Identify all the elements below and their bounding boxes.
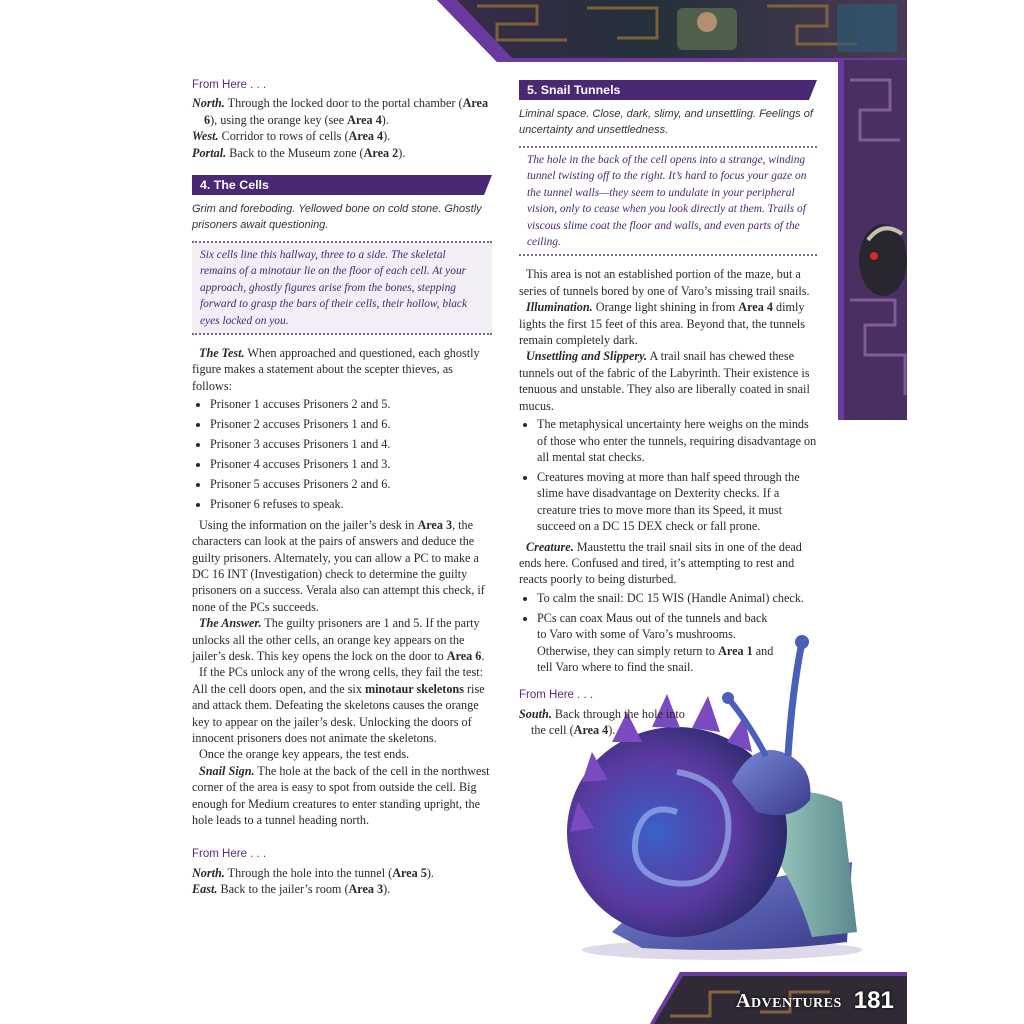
unsettling-paragraph: Unsettling and Slippery. A trail snail has chewed these tunnels out of the fabric of the Labyrinth. Their existence is tenuous and unstable. They also are liberally coated in snail mucus. (519, 349, 810, 413)
direction-north: North. Through the hole into the tunnel (Area 5). (192, 865, 434, 880)
area-5-mood: Liminal space. Close, dark, slimy, and unsettling. Feelings of uncertainty and unsettledness. (519, 108, 813, 136)
direction-south: South. Back through the hole into the cell (Area 4). (519, 706, 685, 738)
area-5-read-aloud: The hole in the back of the cell opens into a strange, winding tunnel twisting off to the right. It’s hard to focus your gaze on the tunnel walls—they seem to undulate in your peripheral vision, only to cease when you look directly at them. Trails of viscous slime coat the floor and walls, and even parts of the ceiling. (519, 146, 817, 256)
area-4-read-aloud: Six cells line this hallway, three to a side. The skeletal remains of a minotaur lie on the floor of each cell. At your approach, ghostly figures arise from the bones, stepping forward to grasp the bars of their cells, their hollow, black eyes locked on you. (192, 241, 492, 335)
direction-north: North. Through the locked door to the portal chamber (Area 6), using the orange key (see Area 4). (192, 96, 489, 127)
the-answer-paragraph: The Answer. The guilty prisoners are 1 and 5. If the party unlocks all the other cells, an orange key appears on the jailer’s desk. This key opens the lock on the door to Area 6. (192, 616, 485, 663)
wrong-cells-paragraph: If the PCs unlock any of the wrong cells, they fail the test: All the cell doors open, and the six minotaur skeletons rise and attack them. Defeating the skeletons causes the orange key to appear on the jailer’s desk. Unlocking the doors of innocent prisoners does not animate the skeletons. (192, 665, 485, 745)
page-footer (736, 984, 894, 1018)
snail-options-list (519, 590, 817, 676)
prisoner-list (192, 396, 492, 512)
hazard-list (519, 416, 817, 534)
from-here-heading: From Here . . . (192, 79, 267, 91)
left-column (192, 77, 492, 898)
list-item: • Creatures moving at more than half speed through the slime have disadvantage on Dexterity checks. If a creature tries to move more than its Speed, it must succeed on a DC 15 DEX check or fall prone. (537, 469, 817, 535)
right-column (519, 80, 817, 739)
list-item: • Prisoner 2 accuses Prisoners 1 and 6. (210, 416, 492, 432)
list-item: • Prisoner 4 accuses Prisoners 1 and 3. (210, 456, 492, 472)
area-5-heading: 5. Snail Tunnels (519, 80, 809, 100)
test-ends-paragraph: Once the orange key appears, the test ends. (199, 747, 410, 762)
list-item: • Prisoner 3 accuses Prisoners 1 and 4. (210, 436, 492, 452)
list-item: • Prisoner 6 refuses to speak. (210, 496, 492, 512)
intro-paragraph: This area is not an established portion of the maze, but a series of tunnels bored by one of Varo’s missing trail snails. (519, 267, 810, 298)
creature-paragraph: Creature. Maustettu the trail snail sits in one of the dead ends here. Confused and tired, it’s attempting to rest and reacts poorly to being disturbed. (519, 539, 802, 587)
the-test-paragraph: The Test. When approached and questioned, each ghostly figure makes a statement about the scepter thieves, as follows: (192, 346, 480, 393)
list-item: • PCs can coax Maus out of the tunnels and back to Varo with some of Varo’s mushrooms. Otherwise, they can simply return to Area 1 and tell Varo where to find the snail. (537, 610, 779, 676)
direction-portal: Portal. Back to the Museum zone (Area 2). (192, 145, 406, 160)
area-4-heading: 4. The Cells (192, 175, 484, 195)
page-margin (907, 0, 1024, 1024)
illumination-paragraph: Illumination. Orange light shining in from Area 4 dimly lights the first 15 feet of this area. Beyond that, the tunnels remain completely dark. (519, 300, 806, 348)
creature-illustration-right (838, 60, 907, 420)
section-name: Adventures (736, 989, 842, 1012)
list-item: • Prisoner 5 accuses Prisoners 2 and 6. (210, 476, 492, 492)
list-item: • To calm the snail: DC 15 WIS (Handle Animal) check. (537, 590, 817, 606)
from-here-heading: From Here . . . (192, 848, 267, 861)
info-paragraph: Using the information on the jailer’s desk in Area 3, the characters can look at the pairs of answers and deduce the guilty prisoners. Alternately, you can allow a PC to make a DC 16 INT (Investigation) check to determine the guilty prisoners on a success. Verala also can attempt this check, if none of the PCs succeeds. (192, 517, 485, 614)
area-4-mood: Grim and foreboding. Yellowed bone on cold stone. Ghostly prisoners await questioning. (192, 203, 482, 232)
from-here-heading: From Here . . . (519, 689, 594, 702)
page-number: 181 (853, 987, 894, 1014)
maze-illustration-top (437, 0, 907, 62)
list-item: • Prisoner 1 accuses Prisoners 2 and 5. (210, 396, 492, 412)
list-item: • The metaphysical uncertainty here weighs on the minds of those who enter the tunnels, requiring disadvantage on all mental stat checks. (537, 416, 817, 465)
snail-sign-paragraph: Snail Sign. The hole at the back of the cell in the northwest corner of the area is easy to spot from outside the cell. Big enough for Medium creatures to enter standing upright, the hole leads to a tunnel heading north. (192, 763, 490, 827)
direction-east: East. Back to the jailer’s room (Area 3). (192, 882, 391, 897)
direction-west: West. Corridor to rows of cells (Area 4). (192, 129, 391, 144)
